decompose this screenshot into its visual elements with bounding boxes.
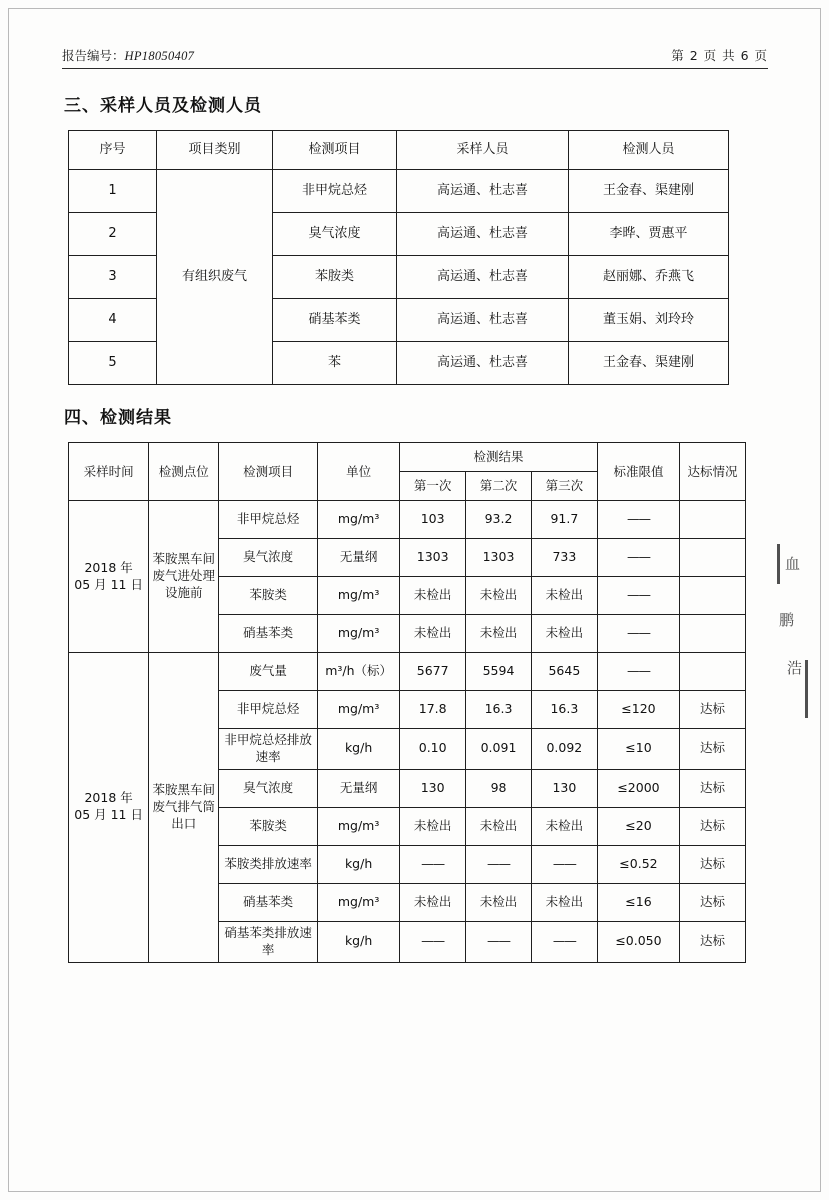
cell-unit: mg/m³ <box>317 883 399 921</box>
cell-status: 达标 <box>680 845 746 883</box>
cell-limit: ≤20 <box>597 807 679 845</box>
th-unit: 单位 <box>317 443 399 501</box>
document-header <box>62 46 768 69</box>
cell-status: 达标 <box>680 769 746 807</box>
table-row <box>69 653 746 691</box>
cell-item: 硝基苯类 <box>273 299 397 342</box>
cell-value-second: 1303 <box>466 539 532 577</box>
cell-unit: mg/m³ <box>317 577 399 615</box>
cell-test-item: 非甲烷总烃 <box>219 501 318 539</box>
cell-limit: —— <box>597 615 679 653</box>
page-indicator: 第 2 页 共 6 页 <box>671 48 768 63</box>
cell-sampling-time <box>69 501 149 653</box>
cell-unit: m³/h（标） <box>317 653 399 691</box>
cell-test-item: 硝基苯类排放速率 <box>219 921 318 962</box>
table-header-row <box>69 443 746 472</box>
cell-unit: kg/h <box>317 729 399 770</box>
cell-limit: ≤10 <box>597 729 679 770</box>
cell-value-first: —— <box>400 921 466 962</box>
sampling-time-line2: 05 月 11 日 <box>74 576 143 592</box>
cell-unit: kg/h <box>317 845 399 883</box>
cell-test-item: 非甲烷总烃 <box>219 691 318 729</box>
th-test-item: 检测项目 <box>219 443 318 501</box>
cell-limit: ≤16 <box>597 883 679 921</box>
th-sampling-point: 检测点位 <box>149 443 219 501</box>
th-standard-limit: 标准限值 <box>597 443 679 501</box>
table-row <box>69 501 746 539</box>
cell-value-third: 未检出 <box>531 883 597 921</box>
stamp-stroke-top <box>777 544 780 584</box>
cell-status: 达标 <box>680 921 746 962</box>
cell-unit: 无量纲 <box>317 539 399 577</box>
cell-tester: 赵丽娜、乔燕飞 <box>569 256 729 299</box>
cell-status <box>680 539 746 577</box>
cell-sampler: 高运通、杜志喜 <box>397 170 569 213</box>
cell-value-third: —— <box>531 921 597 962</box>
cell-value-second: 16.3 <box>466 691 532 729</box>
cell-value-first: —— <box>400 845 466 883</box>
cell-tester: 王金春、渠建刚 <box>569 170 729 213</box>
cell-serial: 1 <box>69 170 157 213</box>
cell-value-first: 未检出 <box>400 807 466 845</box>
cell-value-third: 未检出 <box>531 615 597 653</box>
th-third: 第三次 <box>531 472 597 501</box>
th-sampling-time: 采样时间 <box>69 443 149 501</box>
cell-value-second: —— <box>466 845 532 883</box>
cell-test-item: 硝基苯类 <box>219 883 318 921</box>
report-number-label: 报告编号： <box>62 48 125 63</box>
results-table <box>68 442 746 963</box>
th-compliance: 达标情况 <box>680 443 746 501</box>
cell-sampler: 高运通、杜志喜 <box>397 256 569 299</box>
cell-status <box>680 653 746 691</box>
stamp-glyph-2: 鹏 <box>779 611 795 629</box>
cell-limit: ≤120 <box>597 691 679 729</box>
cell-test-item: 苯胺类 <box>219 577 318 615</box>
stamp-stroke-bottom <box>805 660 808 718</box>
cell-limit: ≤0.52 <box>597 845 679 883</box>
cell-limit: —— <box>597 577 679 615</box>
section-title-results: 四、检测结果 <box>64 408 172 428</box>
cell-limit: ≤2000 <box>597 769 679 807</box>
cell-sampler: 高运通、杜志喜 <box>397 213 569 256</box>
cell-item: 非甲烷总烃 <box>273 170 397 213</box>
cell-value-first: 5677 <box>400 653 466 691</box>
cell-status: 达标 <box>680 883 746 921</box>
cell-tester: 王金春、渠建刚 <box>569 342 729 385</box>
cell-value-second: 未检出 <box>466 615 532 653</box>
cell-value-second: —— <box>466 921 532 962</box>
cell-value-third: 5645 <box>531 653 597 691</box>
th-item: 检测项目 <box>273 131 397 170</box>
cell-limit: —— <box>597 539 679 577</box>
table-header-row <box>69 131 729 170</box>
cell-value-second: 0.091 <box>466 729 532 770</box>
cell-status <box>680 501 746 539</box>
cell-tester: 董玉娟、刘玲玲 <box>569 299 729 342</box>
cell-value-first: 0.10 <box>400 729 466 770</box>
cell-unit: 无量纲 <box>317 769 399 807</box>
cell-serial: 4 <box>69 299 157 342</box>
cell-unit: mg/m³ <box>317 807 399 845</box>
cell-value-third: 未检出 <box>531 577 597 615</box>
cell-value-first: 103 <box>400 501 466 539</box>
cell-serial: 5 <box>69 342 157 385</box>
sampling-time-line1: 2018 年 <box>84 559 133 575</box>
cell-value-third: —— <box>531 845 597 883</box>
cell-unit: mg/m³ <box>317 615 399 653</box>
cell-sampling-point: 苯胺黑车间废气进处理设施前 <box>149 501 219 653</box>
cell-serial: 3 <box>69 256 157 299</box>
cell-status <box>680 577 746 615</box>
cell-value-second: 5594 <box>466 653 532 691</box>
cell-limit: —— <box>597 653 679 691</box>
cell-value-third: 733 <box>531 539 597 577</box>
report-number <box>62 46 194 64</box>
section-title-personnel: 三、采样人员及检测人员 <box>64 96 262 116</box>
stamp-glyph-3: 浩 <box>787 659 803 677</box>
personnel-table <box>68 130 729 385</box>
cell-status: 达标 <box>680 729 746 770</box>
cell-status: 达标 <box>680 691 746 729</box>
cell-value-first: 未检出 <box>400 883 466 921</box>
cell-sampling-point: 苯胺黑车间废气排气筒出口 <box>149 653 219 963</box>
cell-test-item: 臭气浓度 <box>219 769 318 807</box>
cell-item: 苯胺类 <box>273 256 397 299</box>
cell-category: 有组织废气 <box>157 170 273 385</box>
cell-test-item: 臭气浓度 <box>219 539 318 577</box>
cell-item: 苯 <box>273 342 397 385</box>
th-first: 第一次 <box>400 472 466 501</box>
cell-status <box>680 615 746 653</box>
cell-value-second: 未检出 <box>466 807 532 845</box>
cell-value-second: 98 <box>466 769 532 807</box>
cell-limit: —— <box>597 501 679 539</box>
th-sampler: 采样人员 <box>397 131 569 170</box>
cell-tester: 李晔、贾惠平 <box>569 213 729 256</box>
cell-value-third: 16.3 <box>531 691 597 729</box>
cell-test-item: 非甲烷总烃排放速率 <box>219 729 318 770</box>
cell-value-third: 未检出 <box>531 807 597 845</box>
table-row <box>69 170 729 213</box>
cell-test-item: 废气量 <box>219 653 318 691</box>
cell-value-first: 130 <box>400 769 466 807</box>
cell-value-second: 未检出 <box>466 883 532 921</box>
cell-value-third: 91.7 <box>531 501 597 539</box>
cell-limit: ≤0.050 <box>597 921 679 962</box>
cell-value-second: 未检出 <box>466 577 532 615</box>
th-tester: 检测人员 <box>569 131 729 170</box>
cell-test-item: 硝基苯类 <box>219 615 318 653</box>
cell-value-third: 0.092 <box>531 729 597 770</box>
margin-stamp-marks <box>769 540 815 730</box>
cell-test-item: 苯胺类 <box>219 807 318 845</box>
cell-value-first: 未检出 <box>400 577 466 615</box>
stamp-glyph-1: 血 <box>785 555 801 573</box>
cell-value-first: 1303 <box>400 539 466 577</box>
cell-unit: mg/m³ <box>317 691 399 729</box>
cell-sampling-time <box>69 653 149 963</box>
cell-value-third: 130 <box>531 769 597 807</box>
cell-test-item: 苯胺类排放速率 <box>219 845 318 883</box>
th-serial: 序号 <box>69 131 157 170</box>
cell-value-first: 17.8 <box>400 691 466 729</box>
cell-serial: 2 <box>69 213 157 256</box>
sampling-time-line1: 2018 年 <box>84 790 133 806</box>
report-number-value: HP18050407 <box>124 49 195 63</box>
cell-unit: kg/h <box>317 921 399 962</box>
cell-status: 达标 <box>680 807 746 845</box>
cell-sampler: 高运通、杜志喜 <box>397 299 569 342</box>
th-second: 第二次 <box>466 472 532 501</box>
cell-unit: mg/m³ <box>317 501 399 539</box>
sampling-time-line2: 05 月 11 日 <box>74 807 143 823</box>
th-results-group: 检测结果 <box>400 443 598 472</box>
th-category: 项目类别 <box>157 131 273 170</box>
cell-value-first: 未检出 <box>400 615 466 653</box>
cell-value-second: 93.2 <box>466 501 532 539</box>
page-content <box>62 46 768 963</box>
cell-item: 臭气浓度 <box>273 213 397 256</box>
cell-sampler: 高运通、杜志喜 <box>397 342 569 385</box>
